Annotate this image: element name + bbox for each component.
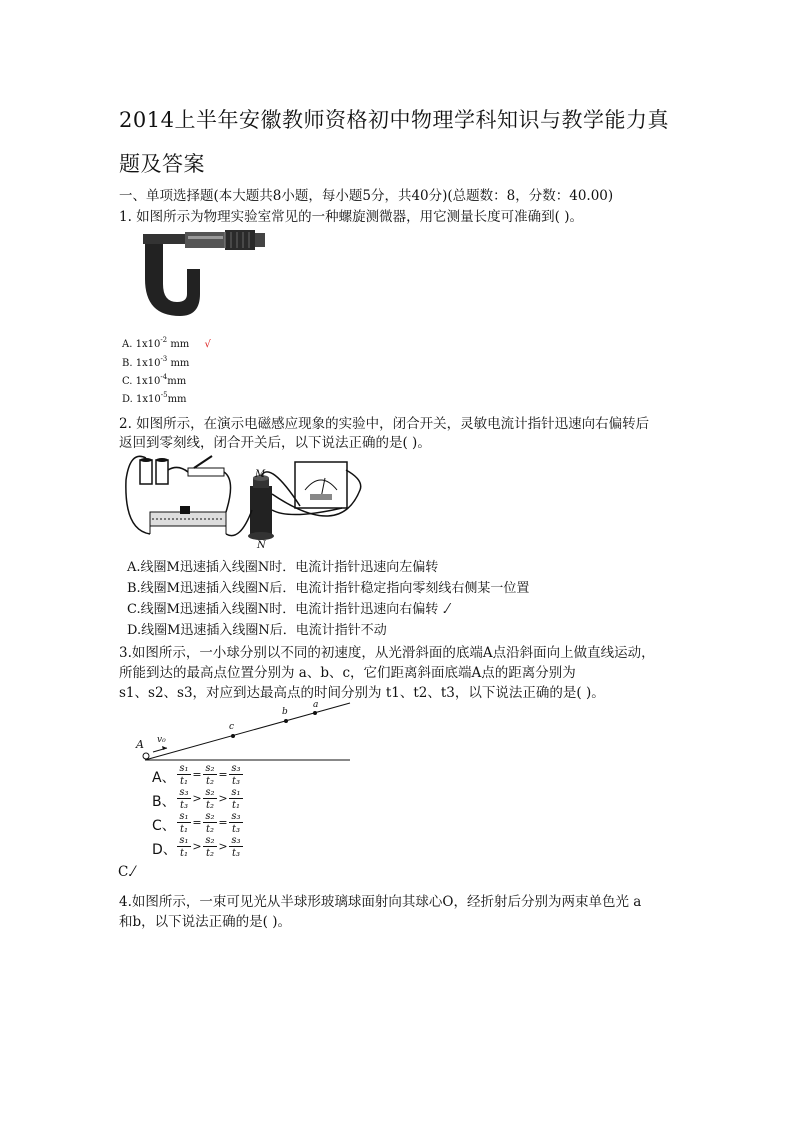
q2-stem-line2: 返回到零刻线，闭合开关后，以下说法正确的是( )。 (119, 435, 431, 451)
fraction-denominator: t₁ (179, 848, 189, 859)
fraction-numerator: s₃ (229, 811, 243, 823)
fraction-numerator: s₁ (229, 787, 243, 799)
q2-option-b: B.线圈M迅速插入线圈N后．电流计指针稳定指向零刻线右侧某一位置 (127, 581, 530, 596)
q3-option-label: A、 (152, 770, 176, 786)
q3-stem-line2: 所能到达的最高点位置分别为 a、b、c，它们距离斜面底端A点的距离分别为 (119, 665, 576, 681)
incline-label-c: c (229, 722, 235, 732)
incline-label-a: a (313, 700, 319, 710)
fraction-operator: > (218, 840, 228, 853)
fraction-numerator: s₂ (203, 763, 217, 775)
fraction-operator: = (192, 768, 202, 781)
fraction-operator: > (192, 792, 202, 805)
incline-label-a-point: A (136, 738, 144, 751)
fraction-operator: > (218, 792, 228, 805)
fraction-denominator: t₂ (205, 824, 215, 835)
fraction-operator: > (192, 840, 202, 853)
fraction-denominator: t₁ (179, 776, 189, 787)
incline-label-v0: v₀ (157, 735, 166, 745)
check-mark-icon: √ (204, 339, 211, 350)
q1-option-d: D. $1x10^{-5}mm$ (122, 391, 187, 405)
q3-option-label: C、 (152, 818, 176, 834)
fraction-denominator: t₃ (231, 824, 241, 835)
q3-stem-line3: s1、s2、s3，对应到达最高点的时间分别为 t1、t2、t3，以下说法正确的是( )。 (119, 685, 605, 701)
fraction-denominator: t₁ (179, 824, 189, 835)
q3-option-label: D、 (152, 842, 177, 858)
micrometer-image (125, 224, 275, 324)
fraction-denominator: t₃ (179, 800, 189, 811)
incline-figure (135, 700, 355, 762)
fraction-operator: = (192, 816, 202, 829)
q2-option-c: C.线圈M迅速插入线圈N时．电流计指针迅速向右偏转 .⁄ (127, 602, 449, 617)
fraction-numerator: s₁ (177, 835, 191, 847)
q1-option-b: B. $1x10^{-3}$ mm (122, 355, 190, 369)
fraction-numerator: s₃ (177, 787, 191, 799)
fraction-numerator: s₂ (203, 835, 217, 847)
electromagnetic-induction-figure (120, 450, 380, 555)
section-header: 一、单项选择题(本大题共8小题，每小题5分，共40分)(总题数：8，分数：40.00) (119, 188, 614, 204)
fraction-numerator: s₂ (203, 787, 217, 799)
fraction-numerator: s₃ (229, 763, 243, 775)
fraction-operator: = (218, 816, 228, 829)
fraction-numerator: s₁ (177, 763, 191, 775)
q2-stem-line1: 2. 如图所示，在演示电磁感应现象的实验中，闭合开关，灵敏电流计指针迅速向右偏转后 (119, 416, 650, 432)
doc-title-line1: 2014上半年安徽教师资格初中物理学科知识与教学能力真 (119, 108, 669, 132)
q2-option-a: A.线圈M迅速插入线圈N时．电流计指针迅速向左偏转 (127, 560, 439, 575)
coil-label-n: N (257, 540, 266, 551)
fraction-denominator: t₂ (205, 776, 215, 787)
fraction-denominator: t₂ (205, 800, 215, 811)
q1-option-a: A. $1x10^{-2}$ mm √ (122, 336, 211, 350)
q4-stem-line2: 和b，以下说法正确的是( )。 (119, 914, 291, 930)
q1-stem: 1. 如图所示为物理实验室常见的一种螺旋测微器，用它测量长度可准确到( )。 (119, 209, 583, 225)
fraction-denominator: t₁ (231, 800, 241, 811)
q3-answer: C.⁄ (118, 864, 135, 880)
fraction-operator: = (218, 768, 228, 781)
fraction-numerator: s₃ (229, 835, 243, 847)
fraction-numerator: s₂ (203, 811, 217, 823)
q1-option-c: C. $1x10^{-4}mm$ (122, 373, 187, 387)
coil-label-m: M (255, 469, 266, 480)
q2-option-d: D.线圈M迅速插入线圈N后．电流计指针不动 (127, 623, 387, 638)
fraction-denominator: t₃ (231, 848, 241, 859)
doc-title-line2: 题及答案 (119, 152, 205, 176)
fraction-numerator: s₁ (177, 811, 191, 823)
q3-stem-line1: 3.如图所示，一小球分别以不同的初速度，从光滑斜面的底端A点沿斜面向上做直线运动， (119, 645, 655, 661)
fraction-denominator: t₂ (205, 848, 215, 859)
fraction-denominator: t₃ (231, 776, 241, 787)
q4-stem-line1: 4.如图所示，一束可见光从半球形玻璃球面射向其球心O，经折射后分别为两束单色光 a (119, 894, 642, 910)
incline-label-b: b (282, 707, 288, 717)
q3-option-label: B、 (152, 794, 176, 810)
